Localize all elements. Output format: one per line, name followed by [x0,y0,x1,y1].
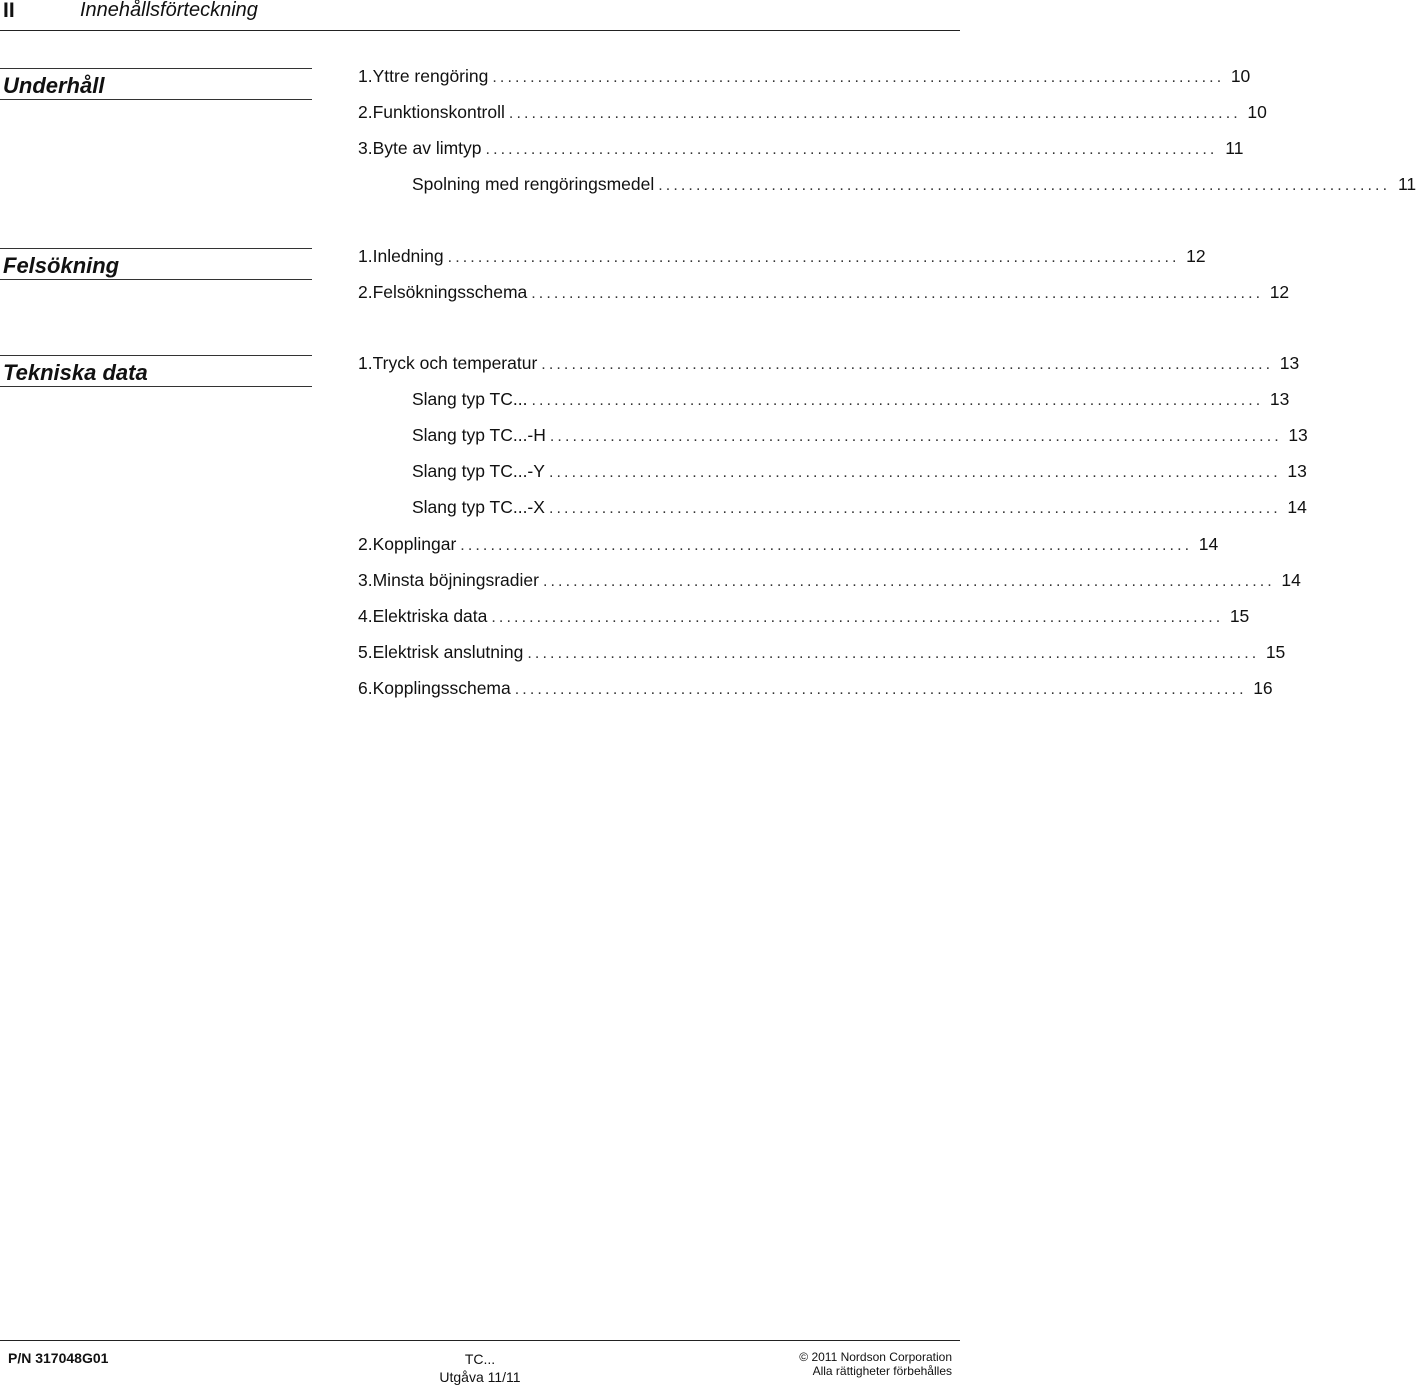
dot-leader: ................................................................................................. [548,464,1281,481]
entry-page: 12 [1186,246,1206,266]
entry-page: 10 [1247,102,1267,122]
toc-subentry[interactable] [412,423,1308,447]
entry-label: Funktionskontroll [372,102,505,122]
entry-page: 16 [1253,678,1273,698]
entry-label: Kopplingsschema [372,678,511,698]
toc-entry[interactable] [358,640,1286,664]
entry-number: 2. [358,282,373,302]
entry-number: 6. [358,678,373,698]
entry-page: 14 [1287,497,1307,517]
toc-entry[interactable] [358,136,1244,160]
edition: Utgåva 11/11 [439,1369,521,1385]
toc-entry[interactable] [358,604,1250,628]
entry-label: Yttre rengöring [372,66,489,86]
dot-leader: ................................................................................................. [485,141,1218,158]
entry-number: 4. [358,606,373,626]
page-title: Innehållsförteckning [80,0,258,21]
page-number: II [3,0,15,22]
entry-number: 2. [358,102,373,122]
entry-page: 10 [1230,66,1251,86]
entry-label: Spolning med rengöringsmedel [412,174,655,194]
section-title: Underhåll [3,73,105,98]
section-heading-felsokning [0,248,312,280]
entry-label: Tryck och temperatur [372,353,538,373]
toc-entry[interactable] [358,100,1267,124]
toc-entry[interactable] [358,568,1301,592]
copyright: © 2011 Nordson Corporation [799,1350,952,1364]
dot-leader: ................................................................................................. [447,249,1180,266]
toc-entry[interactable] [358,676,1273,700]
entry-page: 11 [1225,138,1244,158]
entry-label: Byte av limtyp [372,138,482,158]
toc-subentry[interactable] [412,495,1307,519]
product-name: TC... [464,1351,496,1367]
section-heading-tekniska-data [0,355,312,387]
part-number: P/N 317048G01 [8,1350,109,1366]
entry-label: Inledning [372,246,444,266]
entry-page: 14 [1198,534,1219,554]
entry-page: 15 [1229,606,1250,626]
dot-leader: ................................................................................................. [508,105,1241,122]
footer-center [400,1350,560,1386]
section-rule-bottom [0,99,312,100]
header-rule [0,30,960,31]
section-rule-bottom [0,279,312,280]
entry-number: 1. [358,353,373,373]
footer-right [799,1350,952,1378]
page-header [0,0,960,30]
dot-leader: ................................................................................................. [460,537,1193,554]
dot-leader: ................................................................................................. [548,500,1281,517]
entry-page: 12 [1269,282,1290,302]
entry-number: 2. [358,534,373,554]
entry-page: 15 [1265,642,1286,662]
dot-leader: ................................................................................................. [492,69,1225,86]
section-heading-underhall [0,68,312,100]
entry-label: Elektriska data [372,606,488,626]
entry-number: 1. [358,246,373,266]
section-title: Felsökning [3,253,120,278]
section-rule-bottom [0,386,312,387]
entry-label: Kopplingar [372,534,457,554]
entry-label: Slang typ TC... [412,389,528,409]
dot-leader: ................................................................................................. [514,681,1247,698]
dot-leader: ................................................................................................. [549,428,1282,445]
dot-leader: ................................................................................................. [491,609,1224,626]
entry-page: 14 [1281,570,1301,590]
toc-entry[interactable] [358,244,1206,268]
entry-label: Slang typ TC...-H [412,425,546,445]
toc-entry[interactable] [358,64,1251,88]
dot-leader: ................................................................................................. [531,285,1264,302]
entry-number: 3. [358,570,373,590]
dot-leader: ................................................................................................. [531,392,1264,409]
dot-leader: ................................................................................................. [541,356,1274,373]
entry-label: Slang typ TC...-X [412,497,545,517]
toc-subentry[interactable] [412,172,1416,196]
dot-leader: ................................................................................................. [658,177,1391,194]
entry-page: 13 [1279,353,1300,373]
entry-page: 13 [1288,425,1308,445]
entry-label: Felsökningsschema [372,282,528,302]
toc-entry[interactable] [358,280,1290,304]
toc-subentry[interactable] [412,459,1307,483]
rights-notice: Alla rättigheter förbehålles [812,1364,952,1378]
toc-subentry[interactable] [412,387,1290,411]
entry-label: Elektrisk anslutning [372,642,524,662]
entry-number: 5. [358,642,373,662]
toc-entry[interactable] [358,351,1300,375]
dot-leader: ................................................................................................. [542,573,1275,590]
entry-page: 11 [1397,174,1416,194]
entry-page: 13 [1269,389,1290,409]
toc-entry[interactable] [358,532,1219,556]
section-title: Tekniska data [3,360,148,385]
entry-number: 3. [358,138,373,158]
entry-label: Slang typ TC...-Y [412,461,545,481]
entry-label: Minsta böjningsradier [372,570,539,590]
entry-page: 13 [1287,461,1307,481]
footer-rule [0,1340,960,1341]
entry-number: 1. [358,66,373,86]
dot-leader: ................................................................................................. [527,645,1260,662]
